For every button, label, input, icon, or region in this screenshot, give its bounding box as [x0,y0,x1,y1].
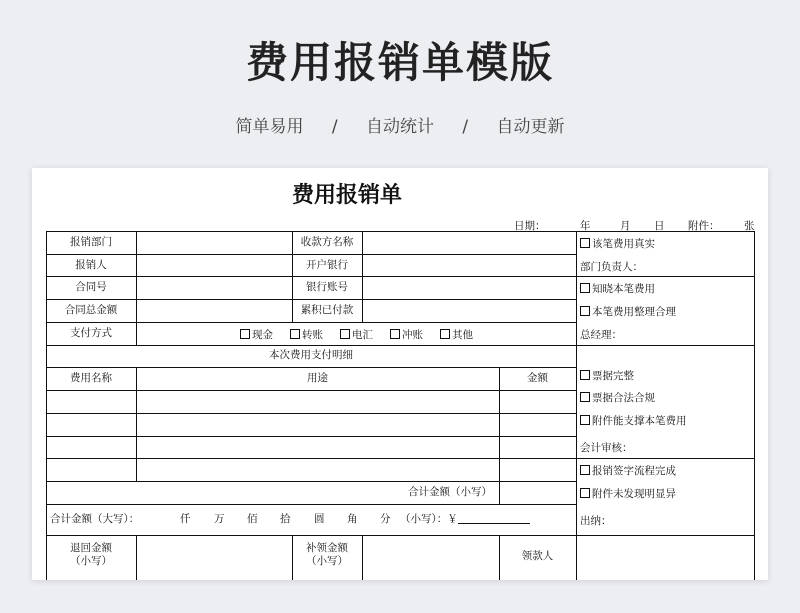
feature-easy: 简单易用 [235,117,304,137]
checkbox-icon [440,329,450,339]
unit-jiao: 角 [347,513,358,525]
date-year: 年 [580,220,591,232]
check-reasonable[interactable]: 本笔费用整理合理 [580,304,676,319]
option-offset[interactable]: 冲账 [390,327,423,342]
label-refund: 退回金额 （小写） [70,542,112,567]
check-complete[interactable]: 票据完整 [580,368,634,383]
col-amount: 金额 [527,372,548,384]
col-use: 用途 [307,372,328,384]
check-sign-flow[interactable]: 报销签字流程完成 [580,463,676,478]
check-true[interactable]: 该笔费用真实 [580,236,655,251]
checkbox-icon [580,415,590,425]
checkbox-icon [580,465,590,475]
banner-subtitle [0,112,800,137]
total-upper-label: 合计金额（大写）： [50,513,140,525]
cashier-label: 出纳： [580,515,612,527]
unit-wan: 万 [214,513,225,525]
attachment-label: 附件： [688,220,720,232]
date-month: 月 [620,220,631,232]
label-receiver: 领款人 [521,550,554,562]
date-label: 日期： [514,220,546,232]
option-transfer[interactable]: 转账 [290,327,323,342]
label-contract-no: 合同号 [75,281,107,293]
form-sheet [32,168,768,580]
unit-qian: 仟 [180,513,191,525]
gm-label: 总经理： [580,329,622,341]
option-wire[interactable]: 电汇 [340,327,373,342]
dept-head-label: 部门负责人： [580,261,643,273]
label-pay-method: 支付方式 [70,327,112,339]
detail-title: 本次费用支付明细 [269,349,353,361]
date-day: 日 [654,220,665,232]
label-dept: 报销部门 [70,236,112,248]
check-aware[interactable]: 知晓本笔费用 [580,281,655,296]
label-bank: 开户银行 [306,259,348,271]
separator: / [462,117,469,137]
accountant-label: 会计审核： [580,442,633,454]
checkbox-icon [580,392,590,402]
separator: / [331,117,338,137]
unit-fen: 分 [380,513,391,525]
label-supplement: 补领金额 （小写） [306,542,348,567]
check-no-issue[interactable]: 附件未发现明显异 [580,486,676,501]
feature-auto-update: 自动更新 [496,117,565,137]
unit-shi: 拾 [280,513,291,525]
checkbox-icon [390,329,400,339]
label-contract-total: 合同总金额 [64,304,118,316]
label-paid-total: 累积已付款 [300,304,354,316]
checkbox-icon [340,329,350,339]
checkbox-icon [290,329,300,339]
lower-amount[interactable]: （小写）：￥ [400,513,530,526]
col-expense-name: 费用名称 [70,372,112,384]
checkbox-icon [580,306,590,316]
unit-yuan: 圆 [314,513,325,525]
feature-auto-stat: 自动统计 [366,117,434,137]
checkbox-icon [580,370,590,380]
banner-title: 费用报销单模版 [245,38,554,87]
attachment-unit: 张 [744,220,755,232]
checkbox-icon [240,329,250,339]
check-legal[interactable]: 票据合法合规 [580,390,655,405]
option-other[interactable]: 其他 [440,327,473,342]
checkbox-icon [580,488,590,498]
option-cash[interactable]: 现金 [240,327,273,342]
checkbox-icon [580,238,590,248]
check-support[interactable]: 附件能支撑本笔费用 [580,413,687,428]
label-claimant: 报销人 [75,259,107,271]
form-title: 费用报销单 [291,182,402,208]
subtotal-label: 合计金额（小写） [408,486,492,498]
unit-bai: 佰 [247,513,258,525]
label-payee-name: 收款方名称 [300,236,354,248]
checkbox-icon [580,283,590,293]
label-account-no: 银行账号 [306,281,348,293]
